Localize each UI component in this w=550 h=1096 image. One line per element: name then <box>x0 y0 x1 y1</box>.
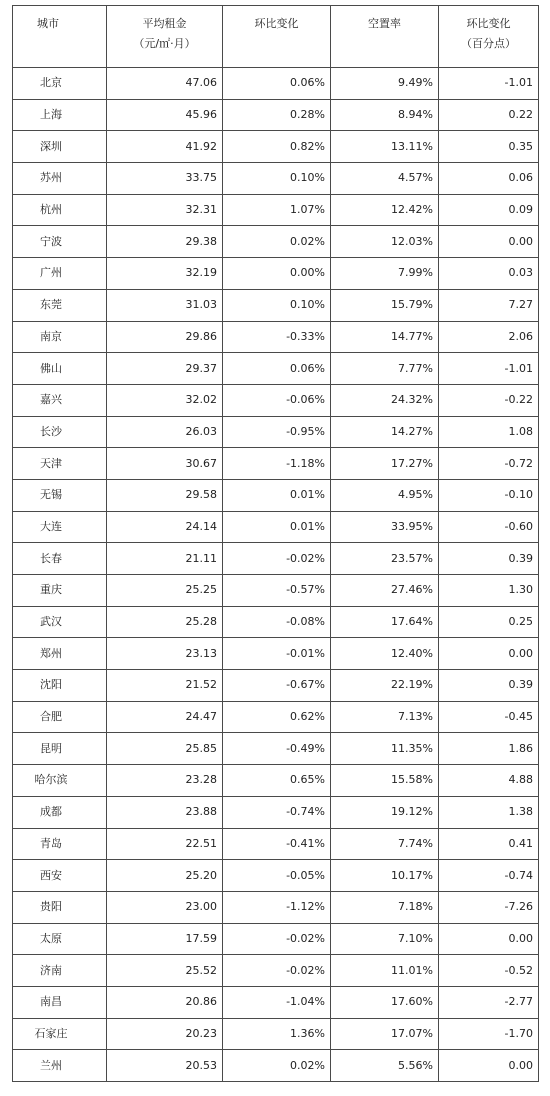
vacancy-change-cell: 0.00 <box>439 923 539 955</box>
avg-rent-cell: 32.02 <box>107 384 223 416</box>
table-row <box>13 923 539 955</box>
avg-rent-cell: 20.86 <box>107 986 223 1018</box>
header-city <box>13 6 107 68</box>
avg-rent-cell: 30.67 <box>107 448 223 480</box>
rent-change-cell: 0.00% <box>223 258 331 290</box>
vacancy-rate-cell: 5.56% <box>331 1050 439 1082</box>
vacancy-change-cell: -1.70 <box>439 1018 539 1050</box>
avg-rent-cell: 25.85 <box>107 733 223 765</box>
vacancy-rate-cell: 17.27% <box>331 448 439 480</box>
avg-rent-cell: 33.75 <box>107 163 223 195</box>
vacancy-rate-cell: 7.77% <box>331 353 439 385</box>
avg-rent-cell: 23.88 <box>107 796 223 828</box>
city-cell: 重庆 <box>13 575 107 607</box>
city-cell: 北京 <box>13 68 107 100</box>
header-city-label: 城市 <box>37 17 59 30</box>
avg-rent-cell: 25.28 <box>107 606 223 638</box>
vacancy-rate-cell: 10.17% <box>331 860 439 892</box>
rent-change-cell: -0.67% <box>223 670 331 702</box>
city-cell: 长春 <box>13 543 107 575</box>
city-cell: 无锡 <box>13 479 107 511</box>
avg-rent-cell: 25.52 <box>107 955 223 987</box>
vacancy-rate-cell: 15.79% <box>331 289 439 321</box>
avg-rent-cell: 17.59 <box>107 923 223 955</box>
avg-rent-cell: 26.03 <box>107 416 223 448</box>
rent-change-cell: -0.05% <box>223 860 331 892</box>
vacancy-rate-cell: 27.46% <box>331 575 439 607</box>
city-cell: 石家庄 <box>13 1018 107 1050</box>
vacancy-rate-cell: 9.49% <box>331 68 439 100</box>
vacancy-change-cell: 0.00 <box>439 226 539 258</box>
header-avg-rent-label: 平均租金 <box>142 17 187 30</box>
rent-change-cell: 0.10% <box>223 289 331 321</box>
city-cell: 济南 <box>13 955 107 987</box>
vacancy-rate-cell: 12.42% <box>331 194 439 226</box>
table-row <box>13 68 539 100</box>
rent-change-cell: -0.02% <box>223 923 331 955</box>
table-row <box>13 99 539 131</box>
avg-rent-cell: 29.38 <box>107 226 223 258</box>
header-rent-mom-change-label: 环比变化 <box>254 17 299 30</box>
city-cell: 青岛 <box>13 828 107 860</box>
avg-rent-cell: 20.53 <box>107 1050 223 1082</box>
vacancy-change-cell: 0.25 <box>439 606 539 638</box>
city-cell: 哈尔滨 <box>13 765 107 797</box>
vacancy-change-cell: -2.77 <box>439 986 539 1018</box>
vacancy-rate-cell: 7.18% <box>331 891 439 923</box>
vacancy-rate-cell: 4.95% <box>331 479 439 511</box>
vacancy-change-cell: 0.09 <box>439 194 539 226</box>
avg-rent-cell: 32.19 <box>107 258 223 290</box>
rent-change-cell: -0.02% <box>223 543 331 575</box>
vacancy-change-cell: 0.22 <box>439 99 539 131</box>
table-row <box>13 1050 539 1082</box>
rent-change-cell: 0.02% <box>223 226 331 258</box>
table-row <box>13 226 539 258</box>
vacancy-change-cell: -0.22 <box>439 384 539 416</box>
vacancy-change-cell: -1.01 <box>439 68 539 100</box>
city-cell: 成都 <box>13 796 107 828</box>
city-cell: 南京 <box>13 321 107 353</box>
vacancy-rate-cell: 7.99% <box>331 258 439 290</box>
rent-change-cell: 0.02% <box>223 1050 331 1082</box>
rent-change-cell: 1.36% <box>223 1018 331 1050</box>
city-cell: 深圳 <box>13 131 107 163</box>
vacancy-change-cell: 0.03 <box>439 258 539 290</box>
vacancy-rate-cell: 17.64% <box>331 606 439 638</box>
rent-change-cell: 0.10% <box>223 163 331 195</box>
rent-change-cell: 1.07% <box>223 194 331 226</box>
table-row <box>13 448 539 480</box>
city-cell: 南昌 <box>13 986 107 1018</box>
vacancy-rate-cell: 13.11% <box>331 131 439 163</box>
city-cell: 贵阳 <box>13 891 107 923</box>
vacancy-rate-cell: 19.12% <box>331 796 439 828</box>
rent-change-cell: -0.57% <box>223 575 331 607</box>
vacancy-rate-cell: 7.13% <box>331 701 439 733</box>
rent-change-cell: -1.12% <box>223 891 331 923</box>
table-row <box>13 384 539 416</box>
table-body <box>13 68 539 1082</box>
header-vacancy-mom-change <box>439 6 539 68</box>
rent-change-cell: -1.04% <box>223 986 331 1018</box>
rent-change-cell: 0.28% <box>223 99 331 131</box>
vacancy-change-cell: -7.26 <box>439 891 539 923</box>
vacancy-rate-cell: 23.57% <box>331 543 439 575</box>
rent-change-cell: -0.49% <box>223 733 331 765</box>
vacancy-change-cell: -1.01 <box>439 353 539 385</box>
table-row <box>13 258 539 290</box>
vacancy-rate-cell: 33.95% <box>331 511 439 543</box>
vacancy-change-cell: -0.60 <box>439 511 539 543</box>
vacancy-rate-cell: 22.19% <box>331 670 439 702</box>
rent-change-cell: 0.06% <box>223 68 331 100</box>
vacancy-change-cell: 0.39 <box>439 543 539 575</box>
vacancy-rate-cell: 11.01% <box>331 955 439 987</box>
vacancy-change-cell: 7.27 <box>439 289 539 321</box>
vacancy-change-cell: 0.06 <box>439 163 539 195</box>
rent-change-cell: -0.33% <box>223 321 331 353</box>
rent-change-cell: -0.95% <box>223 416 331 448</box>
header-vacancy-mom-change-unit: （百分点） <box>461 37 516 50</box>
table-row <box>13 828 539 860</box>
rent-change-cell: -0.08% <box>223 606 331 638</box>
table-row <box>13 131 539 163</box>
vacancy-rate-cell: 11.35% <box>331 733 439 765</box>
vacancy-rate-cell: 24.32% <box>331 384 439 416</box>
avg-rent-cell: 24.47 <box>107 701 223 733</box>
vacancy-change-cell: 1.30 <box>439 575 539 607</box>
city-cell: 郑州 <box>13 638 107 670</box>
avg-rent-cell: 21.11 <box>107 543 223 575</box>
city-cell: 东莞 <box>13 289 107 321</box>
city-cell: 嘉兴 <box>13 384 107 416</box>
avg-rent-cell: 31.03 <box>107 289 223 321</box>
table-row <box>13 479 539 511</box>
table-row <box>13 353 539 385</box>
vacancy-change-cell: 4.88 <box>439 765 539 797</box>
table-row <box>13 986 539 1018</box>
vacancy-rate-cell: 12.03% <box>331 226 439 258</box>
vacancy-change-cell: -0.52 <box>439 955 539 987</box>
table-row <box>13 511 539 543</box>
city-cell: 大连 <box>13 511 107 543</box>
vacancy-rate-cell: 17.07% <box>331 1018 439 1050</box>
vacancy-change-cell: 2.06 <box>439 321 539 353</box>
avg-rent-cell: 47.06 <box>107 68 223 100</box>
table-row <box>13 638 539 670</box>
vacancy-change-cell: -0.72 <box>439 448 539 480</box>
vacancy-change-cell: -0.45 <box>439 701 539 733</box>
table-row <box>13 733 539 765</box>
vacancy-change-cell: 0.00 <box>439 638 539 670</box>
rent-change-cell: 0.01% <box>223 479 331 511</box>
header-rent-mom-change <box>223 6 331 68</box>
avg-rent-cell: 29.58 <box>107 479 223 511</box>
table-row <box>13 575 539 607</box>
table-row <box>13 796 539 828</box>
rent-change-cell: 0.01% <box>223 511 331 543</box>
vacancy-rate-cell: 14.27% <box>331 416 439 448</box>
avg-rent-cell: 23.00 <box>107 891 223 923</box>
table-row <box>13 606 539 638</box>
table-row <box>13 163 539 195</box>
city-cell: 上海 <box>13 99 107 131</box>
city-cell: 广州 <box>13 258 107 290</box>
rent-change-cell: -1.18% <box>223 448 331 480</box>
table-row <box>13 701 539 733</box>
city-cell: 长沙 <box>13 416 107 448</box>
table-row <box>13 416 539 448</box>
vacancy-change-cell: 0.41 <box>439 828 539 860</box>
city-cell: 沈阳 <box>13 670 107 702</box>
table-row <box>13 194 539 226</box>
table-header <box>13 6 539 68</box>
rent-change-cell: 0.62% <box>223 701 331 733</box>
table-row <box>13 289 539 321</box>
header-avg-rent-unit: （元/㎡·月） <box>133 37 196 50</box>
table-row <box>13 543 539 575</box>
rent-change-cell: -0.02% <box>223 955 331 987</box>
table-row <box>13 670 539 702</box>
vacancy-change-cell: 0.39 <box>439 670 539 702</box>
header-row <box>13 6 539 68</box>
city-cell: 宁波 <box>13 226 107 258</box>
vacancy-rate-cell: 15.58% <box>331 765 439 797</box>
rent-vacancy-table <box>12 5 539 1082</box>
avg-rent-cell: 24.14 <box>107 511 223 543</box>
city-cell: 佛山 <box>13 353 107 385</box>
vacancy-change-cell: -0.10 <box>439 479 539 511</box>
avg-rent-cell: 22.51 <box>107 828 223 860</box>
city-cell: 太原 <box>13 923 107 955</box>
table-row <box>13 321 539 353</box>
city-cell: 兰州 <box>13 1050 107 1082</box>
avg-rent-cell: 29.37 <box>107 353 223 385</box>
vacancy-rate-cell: 7.10% <box>331 923 439 955</box>
vacancy-rate-cell: 12.40% <box>331 638 439 670</box>
table-row <box>13 1018 539 1050</box>
city-cell: 昆明 <box>13 733 107 765</box>
vacancy-rate-cell: 17.60% <box>331 986 439 1018</box>
table-row <box>13 860 539 892</box>
avg-rent-cell: 29.86 <box>107 321 223 353</box>
avg-rent-cell: 20.23 <box>107 1018 223 1050</box>
vacancy-change-cell: 1.38 <box>439 796 539 828</box>
city-cell: 杭州 <box>13 194 107 226</box>
table-row <box>13 891 539 923</box>
vacancy-rate-cell: 8.94% <box>331 99 439 131</box>
vacancy-rate-cell: 4.57% <box>331 163 439 195</box>
vacancy-change-cell: 0.35 <box>439 131 539 163</box>
avg-rent-cell: 32.31 <box>107 194 223 226</box>
avg-rent-cell: 21.52 <box>107 670 223 702</box>
city-cell: 苏州 <box>13 163 107 195</box>
vacancy-change-cell: 0.00 <box>439 1050 539 1082</box>
rent-change-cell: 0.65% <box>223 765 331 797</box>
rent-change-cell: -0.01% <box>223 638 331 670</box>
table-row <box>13 765 539 797</box>
rent-change-cell: -0.06% <box>223 384 331 416</box>
vacancy-change-cell: 1.08 <box>439 416 539 448</box>
rent-change-cell: -0.74% <box>223 796 331 828</box>
vacancy-change-cell: 1.86 <box>439 733 539 765</box>
avg-rent-cell: 25.20 <box>107 860 223 892</box>
city-cell: 西安 <box>13 860 107 892</box>
rent-change-cell: -0.41% <box>223 828 331 860</box>
vacancy-rate-cell: 7.74% <box>331 828 439 860</box>
avg-rent-cell: 41.92 <box>107 131 223 163</box>
header-vacancy-mom-change-label: 环比变化 <box>466 17 511 30</box>
avg-rent-cell: 45.96 <box>107 99 223 131</box>
vacancy-change-cell: -0.74 <box>439 860 539 892</box>
header-vacancy-rate-label: 空置率 <box>368 17 401 30</box>
avg-rent-cell: 23.13 <box>107 638 223 670</box>
city-cell: 天津 <box>13 448 107 480</box>
avg-rent-cell: 23.28 <box>107 765 223 797</box>
rent-change-cell: 0.06% <box>223 353 331 385</box>
rent-change-cell: 0.82% <box>223 131 331 163</box>
header-avg-rent <box>107 6 223 68</box>
header-vacancy-rate <box>331 6 439 68</box>
vacancy-rate-cell: 14.77% <box>331 321 439 353</box>
city-cell: 武汉 <box>13 606 107 638</box>
city-cell: 合肥 <box>13 701 107 733</box>
table-row <box>13 955 539 987</box>
avg-rent-cell: 25.25 <box>107 575 223 607</box>
